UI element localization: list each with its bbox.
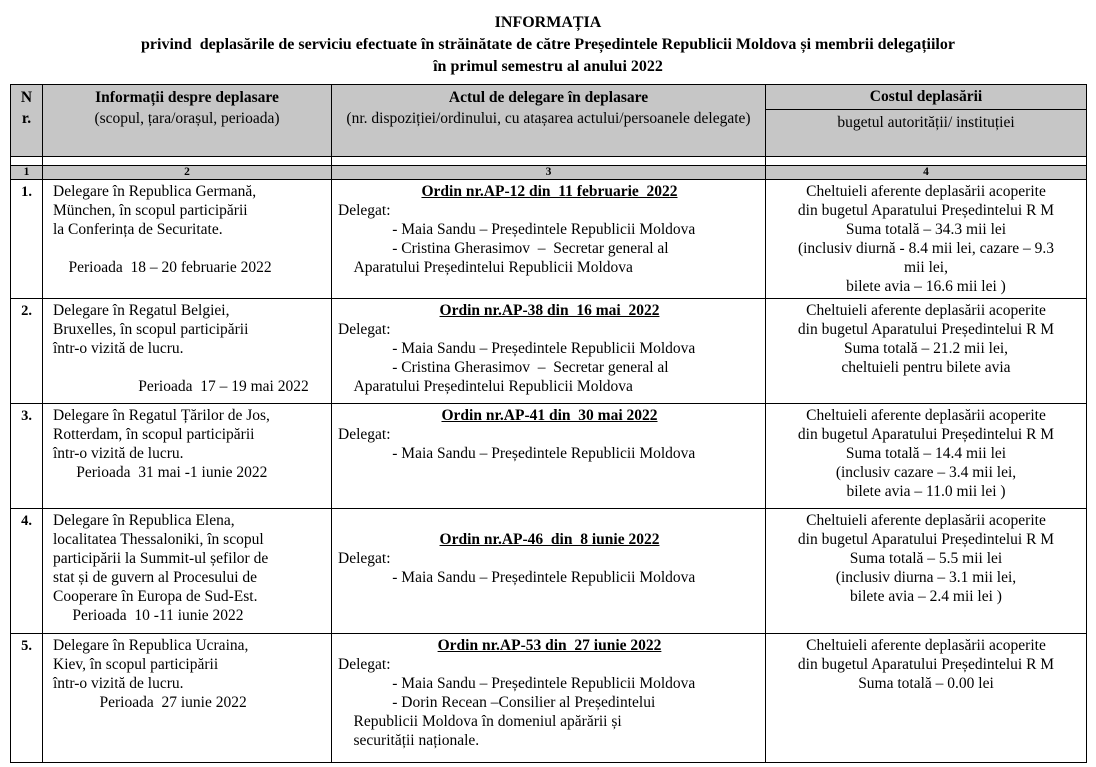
text-line [338,511,761,530]
header-trip-info-title: Informații despre deplasare [95,89,279,106]
text-line: la Conferința de Securitate. [53,221,223,238]
order-number: Ordin nr.AP-46 din 8 iunie 2022 [439,531,660,548]
header-delegation-act-title: Actul de delegare în deplasare [448,89,649,106]
table-row [11,180,1087,299]
trip-cost-cell [766,404,1087,509]
text-line: din bugetul Aparatului Președintelui R M [797,321,1055,338]
header-nr-line2: r. [21,110,32,127]
column-number-1: 1 [11,166,43,180]
text-line: Delegare în Regatul Țărilor de Jos, [53,407,270,424]
delegation-act-cell [332,509,766,634]
text-line: Perioada 31 mai -1 iunie 2022 [53,464,268,481]
text-line: participării la Summit-ul șefilor de [53,550,269,567]
trip-info-cell [43,180,332,299]
document-subtitle-line1: privind deplasările de serviciu efectuate în străinătate de către Președintele Republicii Moldova și membrii delegațiilor [141,36,955,53]
order-line [338,301,761,320]
header-nr-line1: N [20,89,33,106]
text-line: Bruxelles, în scopul participării [53,321,249,338]
text-line [53,239,327,258]
text-line: München, în scopul participării [53,202,248,219]
order-line [338,182,761,201]
order-number: Ordin nr.AP-38 din 16 mai 2022 [439,302,660,319]
text-line: securității naționale. [338,732,480,749]
text-line: bilete avia – 2.4 mii lei ) [850,588,1002,605]
document-title: INFORMAȚIA [494,14,602,31]
text-line: Delegat: [338,426,391,443]
text-line: într-o vizită de lucru. [53,340,184,357]
trip-info-cell [43,404,332,509]
trip-cost-cell [766,634,1087,763]
order-number: Ordin nr.AP-53 din 27 iunie 2022 [437,637,662,654]
text-line: - Dorin Recean –Consilier al Președintelui [338,694,656,711]
text-line: mii lei, [904,259,948,276]
text-line: Cheltuieli aferente deplasării acoperite [806,637,1046,654]
header-delegation-act-sub: (nr. dispoziției/ordinului, cu atașarea actului/persoanele delegate) [346,110,751,127]
text-line: - Maia Sandu – Președintele Republicii Moldova [338,569,696,586]
text-line: Delegare în Regatul Belgiei, [53,302,230,319]
row-number-cell: 3. [11,404,43,509]
text-line: Perioada 18 – 20 februarie 2022 [53,259,272,276]
row-number-cell: 5. [11,634,43,763]
text-line: - Cristina Gherasimov – Secretar general al [338,240,669,257]
text-line: Suma totală – 14.4 mii lei [845,445,1007,462]
text-line: Cheltuieli aferente deplasării acoperite [806,183,1046,200]
text-line: bilete avia – 16.6 mii lei ) [846,278,1006,295]
text-line: Cooperare în Europa de Sud-Est. [53,588,258,605]
table-row [11,634,1087,763]
trip-info-cell [43,634,332,763]
document-subtitle-line2: în primul semestru al anului 2022 [433,58,663,75]
table-header [11,85,1087,180]
trip-info-cell [43,509,332,634]
order-line [338,636,761,655]
delegation-act-cell [332,299,766,404]
table-body [11,180,1087,763]
text-line: Delegat: [338,550,391,567]
text-line: Cheltuieli aferente deplasării acoperite [806,407,1046,424]
text-line: într-o vizită de lucru. [53,445,184,462]
text-line: stat și de guvern al Procesului de [53,569,258,586]
order-number: Ordin nr.AP-12 din 11 februarie 2022 [421,183,678,200]
trip-cost-cell [766,509,1087,634]
text-line: (inclusiv cazare – 3.4 mii lei, [835,464,1017,481]
header-trip-info [43,85,332,157]
column-number-2: 2 [43,166,332,180]
column-number-4: 4 [766,166,1087,180]
text-line: Cheltuieli aferente deplasării acoperite [806,302,1046,319]
text-line: Delegat: [338,656,391,673]
text-line: Delegare în Republica Elena, [53,512,235,529]
text-line: Suma totală – 5.5 mii lei [849,550,1003,567]
column-number-3: 3 [332,166,766,180]
header-nr [11,85,43,157]
text-line: Cheltuieli aferente deplasării acoperite [806,512,1046,529]
text-line: Suma totală – 21.2 mii lei, [843,340,1009,357]
order-line [338,530,761,549]
text-line: Aparatului Președintelui Republicii Moldova [338,378,633,395]
text-line: Republicii Moldova în domeniul apărării și [338,713,622,730]
text-line: Perioada 17 – 19 mai 2022 [53,378,309,395]
text-line: într-o vizită de lucru. [53,675,184,692]
delegation-act-cell [332,404,766,509]
text-line: (inclusiv diurnă - 8.4 mii lei, cazare – 9.3 [797,240,1055,257]
row-number-cell: 4. [11,509,43,634]
text-line: - Cristina Gherasimov – Secretar general al [338,359,669,376]
text-line: Delegare în Republica Ucraina, [53,637,249,654]
header-trip-info-sub: (scopul, țara/orașul, perioada) [94,110,280,127]
table-row [11,299,1087,404]
text-line: localitatea Thessaloniki, în scopul [53,531,264,548]
text-line: Suma totală – 34.3 mii lei [845,221,1007,238]
row-number-cell: 2. [11,299,43,404]
text-line: Suma totală – 0.00 lei [858,675,994,692]
row-number-cell: 1. [11,180,43,299]
text-line: din bugetul Aparatului Președintelui R M [797,531,1055,548]
text-line: Aparatului Președintelui Republicii Moldova [338,259,633,276]
text-line: Rotterdam, în scopul participării [53,426,255,443]
text-line: Perioada 27 iunie 2022 [53,694,247,711]
spacer-row [11,157,1087,166]
text-line: - Maia Sandu – Președintele Republicii Moldova [338,445,696,462]
delegation-act-cell [332,634,766,763]
text-line: din bugetul Aparatului Președintelui R M [797,202,1055,219]
trip-cost-cell [766,180,1087,299]
text-line: Kiev, în scopul participării [53,656,219,673]
text-line [53,358,327,377]
text-line: din bugetul Aparatului Președintelui R M [797,426,1055,443]
text-line: (inclusiv diurna – 3.1 mii lei, [835,569,1017,586]
text-line: bilete avia – 11.0 mii lei ) [846,483,1006,500]
trip-info-cell [43,299,332,404]
text-line: - Maia Sandu – Președintele Republicii Moldova [338,221,696,238]
header-cost-title: Costul deplasării [766,85,1087,110]
order-line [338,406,761,425]
table-row [11,509,1087,634]
text-line: Delegat: [338,202,391,219]
trip-cost-cell [766,299,1087,404]
order-number: Ordin nr.AP-41 din 30 mai 2022 [441,407,658,424]
text-line: Delegat: [338,321,391,338]
text-line: - Maia Sandu – Președintele Republicii Moldova [338,340,696,357]
text-line: Perioada 10 -11 iunie 2022 [53,607,244,624]
text-line: cheltuieli pentru bilete avia [841,359,1011,376]
header-cost-sub: bugetul autorității/ instituției [766,110,1087,157]
text-line: din bugetul Aparatului Președintelui R M [797,656,1055,673]
delegation-act-cell [332,180,766,299]
trips-table [10,84,1087,763]
text-line: - Maia Sandu – Președintele Republicii Moldova [338,675,696,692]
header-delegation-act [332,85,766,157]
table-row [11,404,1087,509]
text-line: Delegare în Republica Germană, [53,183,257,200]
column-number-row [11,166,1087,180]
